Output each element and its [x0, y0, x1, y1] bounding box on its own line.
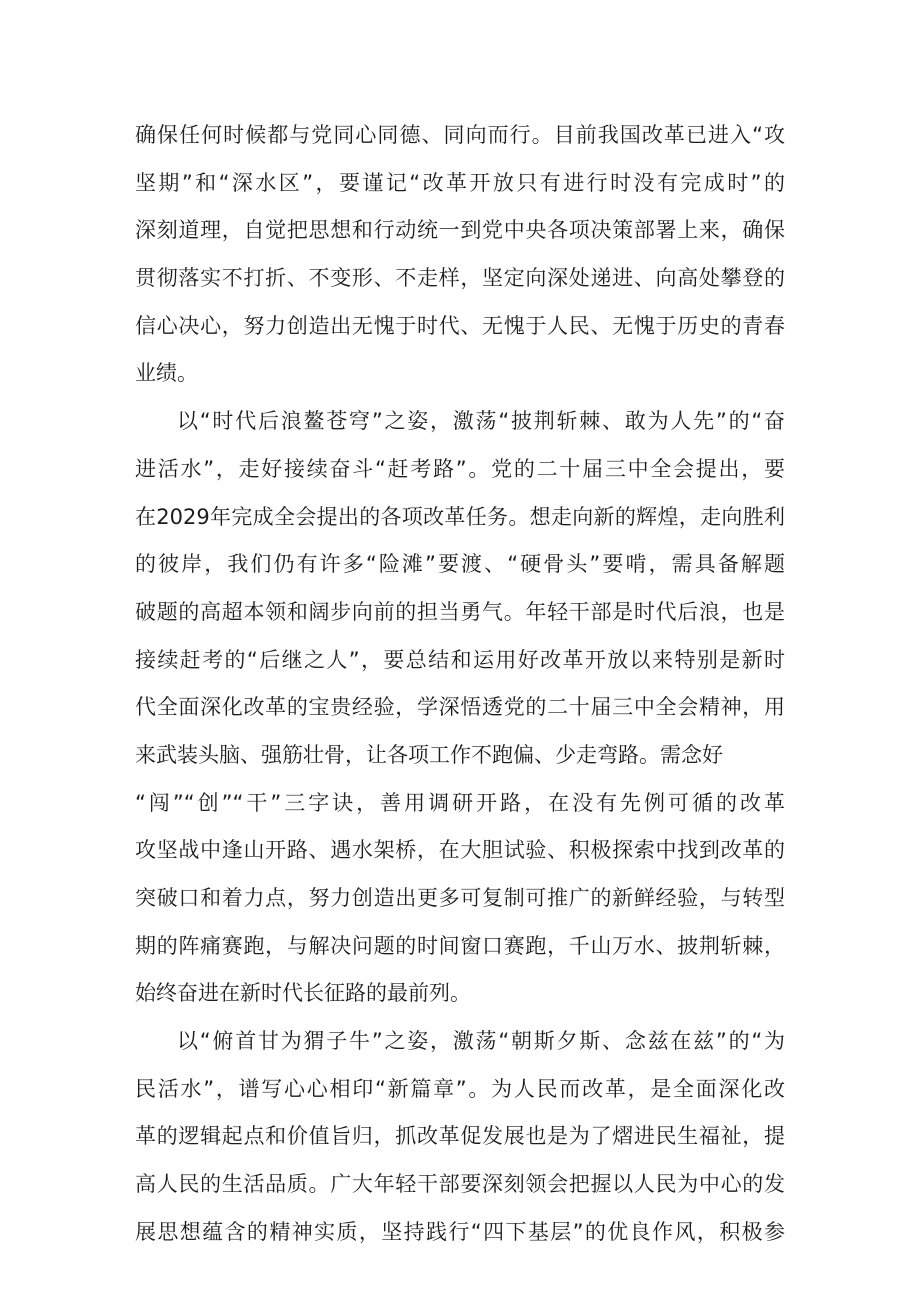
paragraph-3 [135, 1018, 785, 1256]
text-line: 信心决心，努力创造出无愧于时代、无愧于人民、无愧于历史的青春 [135, 313, 785, 338]
text-line: 确保任何时候都与党同心同德、同向而行。目前我国改革已进入“攻 [135, 123, 785, 147]
text-line: 来武装头脑、强筋壮骨，让各项工作不跑偏、少走弯路。需念好 [135, 742, 723, 767]
text-line: 攻坚战中逢山开路、遇水架桥，在大胆试验、积极探索中找到改革的 [135, 838, 785, 863]
paragraph-2 [135, 398, 785, 1018]
text-line: 深刻道理，自觉把思想和行动统一到党中央各项决策部署上来，确保 [135, 218, 785, 243]
text-line: “闯”“创”“干”三字诀，善用调研开路，在没有先例可循的改革 [135, 790, 785, 815]
text-line: 以“时代后浪鳌苍穹”之姿，激荡“披荆斩棘、敢为人先”的“奋 [177, 409, 785, 434]
text-line: 坚期”和“深水区”，要谨记“改革开放只有进行时没有完成时”的 [135, 170, 785, 195]
text-line: 展思想蕴含的精神实质，坚持践行“四下基层”的优良作风，积极参 [135, 1219, 785, 1244]
paragraph-1 [135, 112, 785, 398]
text-line: 期的阵痛赛跑，与解决问题的时间窗口赛跑，千山万水、披荆斩棘， [135, 933, 785, 958]
text-line: 业绩。 [135, 361, 198, 386]
text-line: 进活水”，走好接续奋斗“赶考路”。党的二十届三中全会提出，要 [135, 456, 785, 481]
text-line: 的彼岸，我们仍有许多“险滩”要渡、“硬骨头”要啃，需具备解题 [135, 552, 785, 577]
text-line: 始终奋进在新时代长征路的最前列。 [135, 981, 471, 1006]
text-line: 接续赶考的“后继之人”，要总结和运用好改革开放以来特别是新时 [135, 647, 785, 672]
text-line: 突破口和着力点，努力创造出更多可复制可推广的新鲜经验，与转型 [135, 886, 785, 910]
text-line: 在2029年完成全会提出的各项改革任务。想走向新的辉煌，走向胜利 [135, 504, 785, 529]
text-line: 以“俯首甘为猬子牛”之姿，激荡“朝斯夕斯、念兹在兹”的“为 [177, 1029, 785, 1054]
text-line: 破题的高超本领和阔步向前的担当勇气。年轻干部是时代后浪，也是 [135, 599, 785, 624]
text-line: 代全面深化改革的宝贵经验，学深悟透党的二十届三中全会精神，用 [135, 695, 785, 720]
text-line: 高人民的生活品质。广大年轻干部要深刻领会把握以人民为中心的发 [135, 1172, 785, 1197]
text-line: 贯彻落实不打折、不变形、不走样，坚定向深处递进、向高处攀登的 [135, 266, 785, 291]
text-line: 革的逻辑起点和价值旨归，抓改革促发展也是为了熠进民生福祉，提 [135, 1124, 785, 1149]
body-text [135, 112, 785, 1257]
text-line: 民活水”，谱写心心相印“新篇章”。为人民而改革，是全面深化改 [135, 1076, 785, 1101]
